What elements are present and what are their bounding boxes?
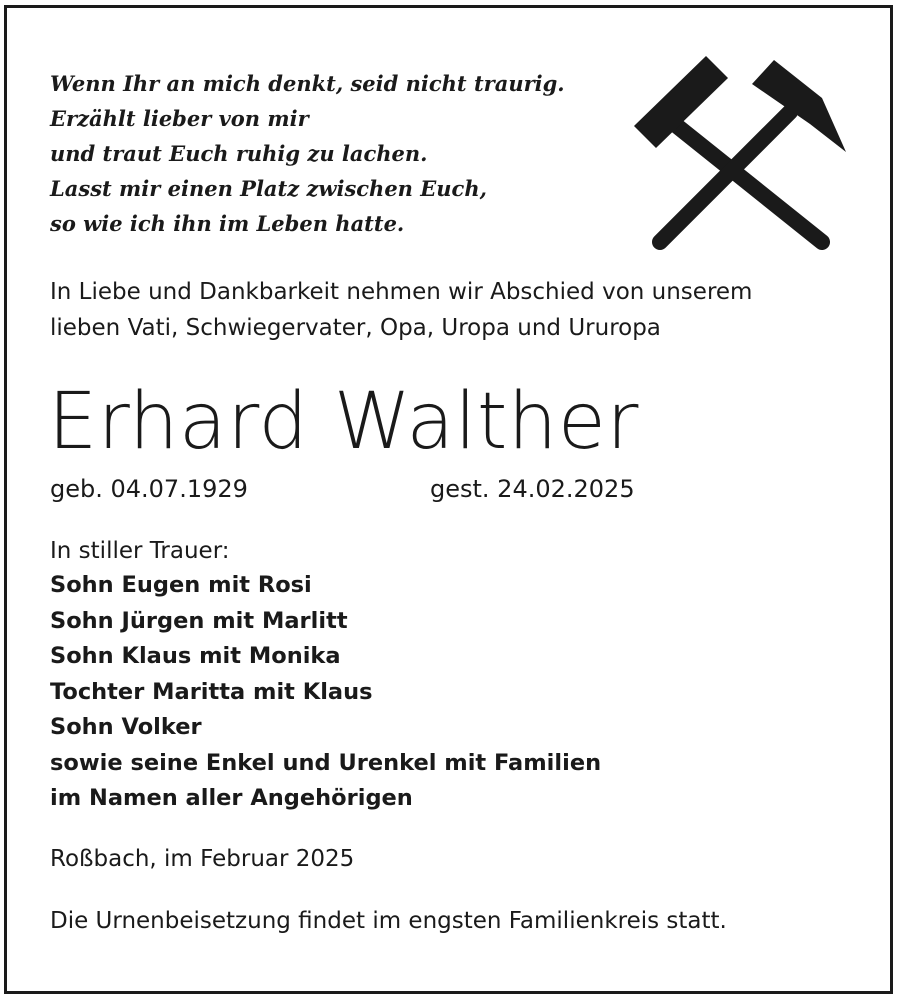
mourner-item: Sohn Volker	[50, 714, 202, 740]
mourner-item: im Namen aller Angehörigen	[50, 785, 413, 811]
mourner-item: sowie seine Enkel und Urenkel mit Familien	[50, 749, 602, 776]
poem-line: so wie ich ihn im Leben hatte.	[50, 211, 405, 236]
deceased-name: Erhard Walther	[48, 377, 639, 467]
poem-line: und traut Euch ruhig zu lachen.	[50, 141, 428, 166]
hammer-and-pick-icon	[632, 54, 850, 252]
intro-line: In Liebe und Dankbarkeit nehmen wir Abschied von unserem	[50, 279, 753, 305]
mourner-item: Sohn Eugen mit Rosi	[50, 572, 312, 598]
mourners-list	[50, 568, 601, 817]
poem-line: Erzählt lieber von mir	[50, 106, 309, 131]
mourning-label: In stiller Trauer:	[50, 538, 230, 564]
intro-text	[50, 274, 752, 346]
mourner-item: Sohn Klaus mit Monika	[50, 643, 341, 669]
poem	[50, 66, 565, 241]
mourner-item: Tochter Maritta mit Klaus	[50, 678, 373, 705]
poem-line: Lasst mir einen Platz zwischen Euch,	[50, 176, 487, 201]
intro-line: lieben Vati, Schwiegervater, Opa, Uropa und Ururopa	[50, 315, 661, 341]
burial-note: Die Urnenbeisetzung findet im engsten Familienkreis statt.	[50, 908, 727, 934]
poem-line: Wenn Ihr an mich denkt, seid nicht traurig.	[50, 71, 565, 96]
birth-date: geb. 04.07.1929	[50, 475, 248, 503]
mourner-item: Sohn Jürgen mit Marlitt	[50, 607, 348, 634]
death-date: gest. 24.02.2025	[430, 475, 635, 503]
place-and-date: Roßbach, im Februar 2025	[50, 846, 355, 872]
